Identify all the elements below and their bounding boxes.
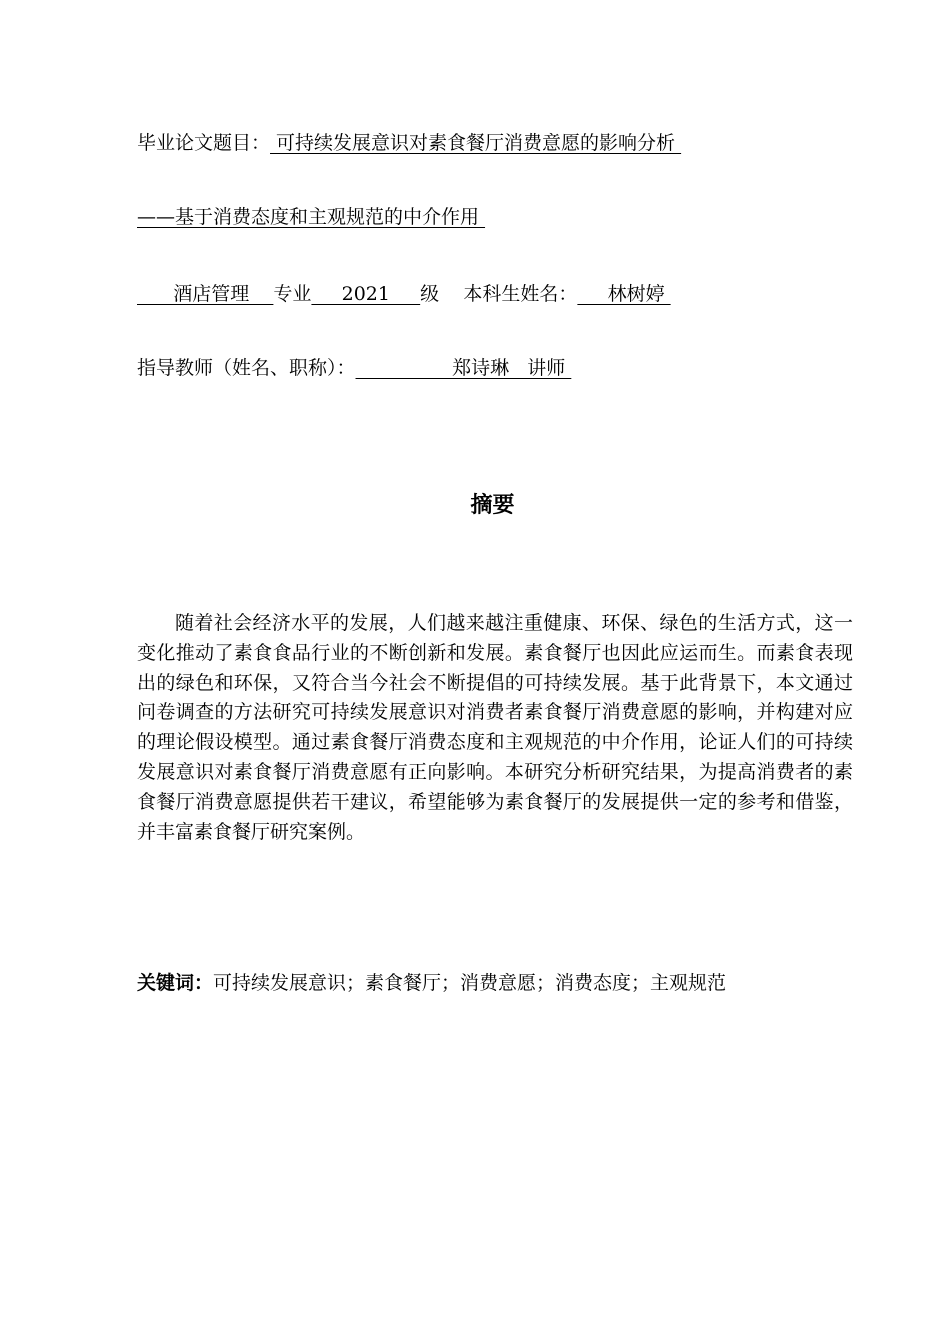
abstract-title: 摘要 <box>470 493 515 518</box>
advisor-line <box>137 356 571 380</box>
field-gap <box>439 283 463 305</box>
student-info-line <box>137 282 671 306</box>
thesis-title-label: 毕业论文题目： <box>137 132 271 154</box>
student-name-value: 林树婷 <box>577 283 671 305</box>
keywords-label: 关键词： <box>137 972 214 994</box>
thesis-title-line <box>137 131 681 155</box>
grade-label: 级 <box>420 283 440 305</box>
advisor-label: 指导教师（姓名、职称）： <box>137 357 356 379</box>
thesis-subtitle: ——基于消费态度和主观规范的中介作用 <box>137 206 486 228</box>
keywords-line <box>137 970 726 996</box>
major-label: 专业 <box>273 283 312 305</box>
student-name-label: 本科生姓名： <box>463 283 578 305</box>
major-value: 酒店管理 <box>137 283 274 305</box>
advisor-value: 郑诗琳 讲师 <box>355 357 572 379</box>
grade-value: 2021 <box>311 283 421 305</box>
thesis-subtitle-line <box>137 205 485 229</box>
keywords-list: 可持续发展意识；素食餐厅；消费意愿；消费态度；主观规范 <box>213 972 727 994</box>
abstract-body: 随着社会经济水平的发展，人们越来越注重健康、环保、绿色的生活方式，这一变化推动了素食食品行业的不断创新和发展。素食餐厅也因此应运而生。而素食表现出的绿色和环保，又符合当今社会不断提倡的可持续发展。基于此背景下，本文通过问卷调查的方法研究可持续发展意识对消费者素食餐厅消费意愿的影响，并构建对应的理论假设模型。通过素食餐厅消费态度和主观规范的中介作用，论证人们的可持续发展意识对素食餐厅消费意愿有正向影响。本研究分析研究结果，为提高消费者的素食餐厅消费意愿提供若干建议，希望能够为素食餐厅的发展提供一定的参考和借鉴，并丰富素食餐厅研究案例。 <box>137 612 853 843</box>
thesis-title-value: 可持续发展意识对素食餐厅消费意愿的影响分析 <box>270 132 682 154</box>
